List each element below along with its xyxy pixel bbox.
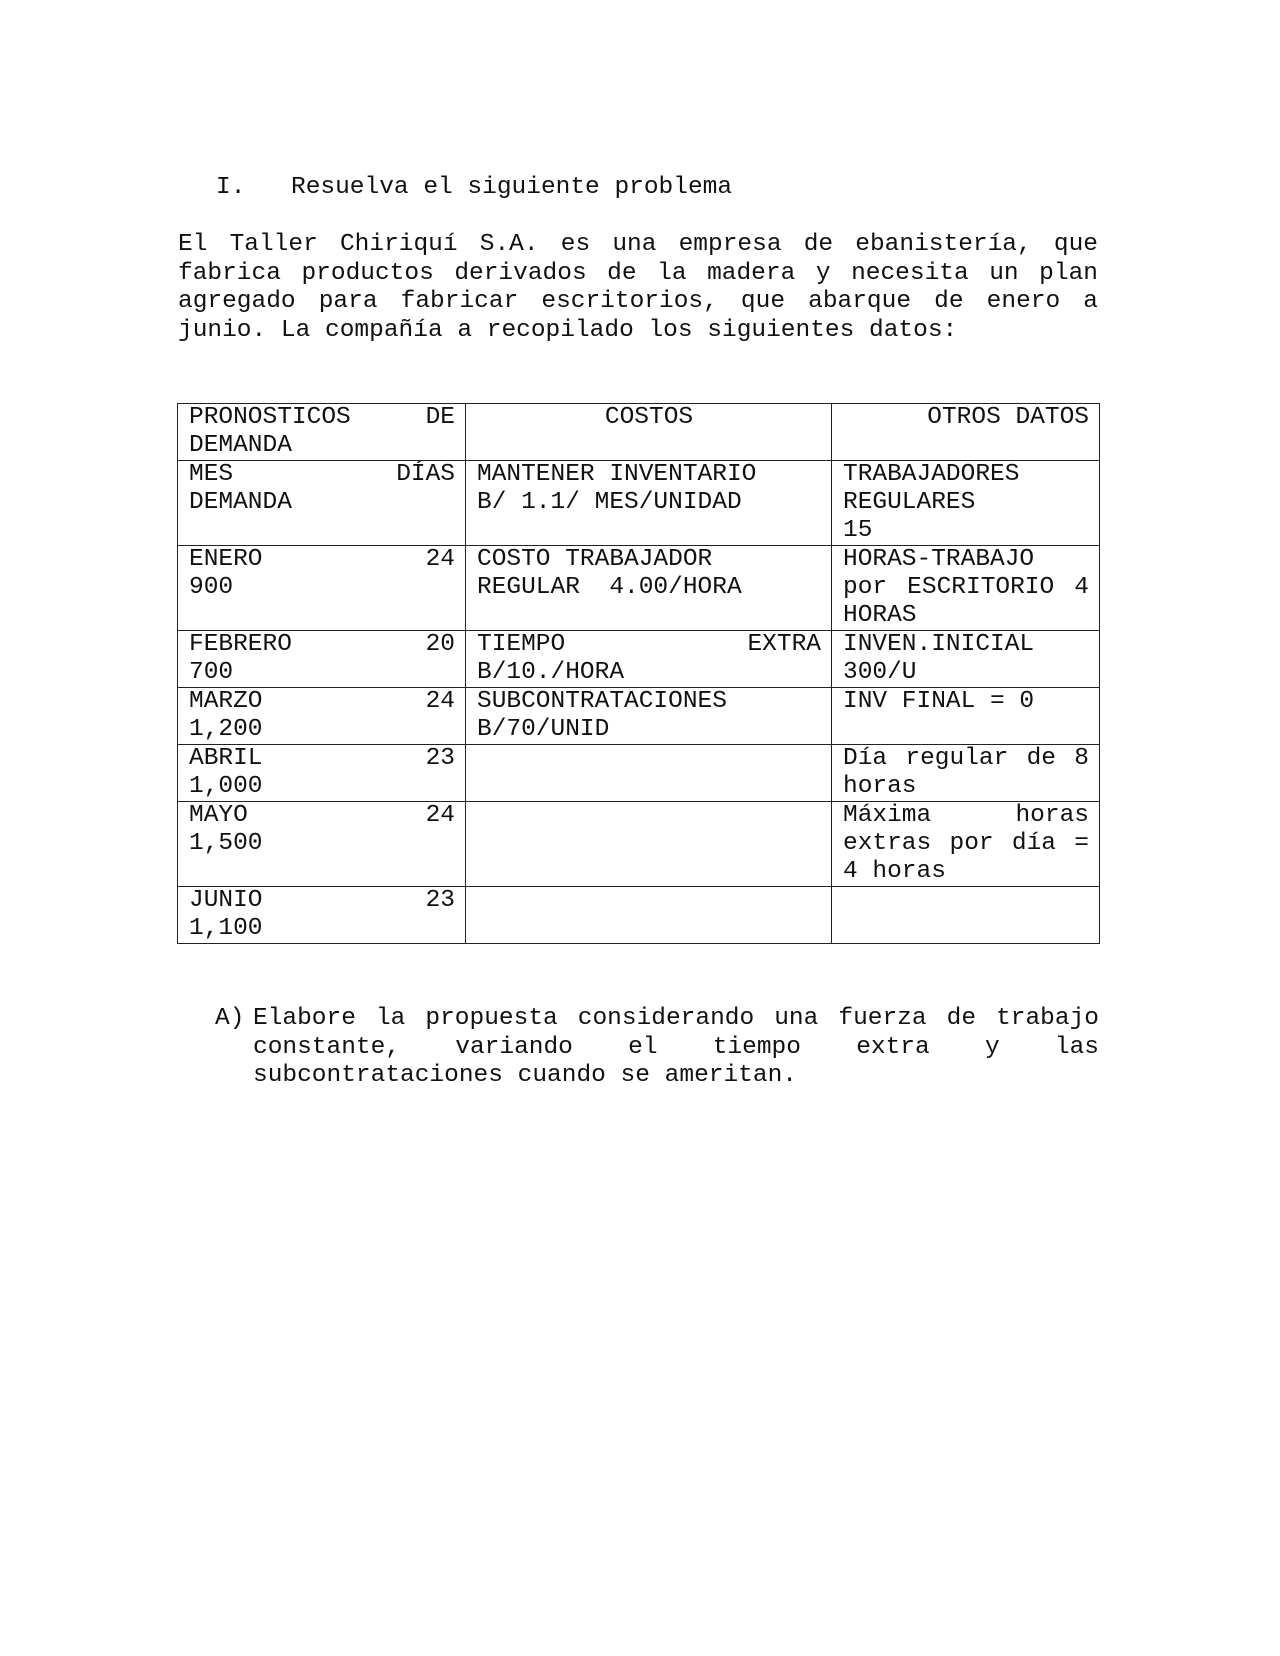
header-costos: COSTOS — [466, 404, 832, 461]
otros-dia-regular: Día regular de 8 horas — [832, 745, 1100, 802]
table-row — [178, 688, 1100, 745]
otros-trabajadores-regulares: TRABAJADORES REGULARES 15 — [832, 461, 1100, 546]
costo-tiempo-extra: TIEMPO EXTRA B/10./HORA — [466, 631, 832, 688]
table-row — [178, 546, 1100, 631]
month-cell: MAYO 24 1,500 — [178, 802, 466, 887]
header-pronosticos: PRONOSTICOS DE DEMANDA — [178, 404, 466, 461]
costo-subcontrataciones: SUBCONTRATACIONES B/70/UNID — [466, 688, 832, 745]
intro-paragraph: El Taller Chiriquí S.A. es una empresa de ebanistería, que fabrica productos derivados de la madera y necesita un plan agregado para fabricar escritorios, que abarque de enero a junio. La compañía a recopilado los siguientes datos: — [178, 231, 1098, 344]
month-cell: FEBRERO 20 700 — [178, 631, 466, 688]
subheader-mes-dias-demanda: MES DÍAS DEMANDA — [178, 461, 466, 546]
header-otros-datos: OTROS DATOS — [832, 404, 1100, 461]
data-table — [177, 403, 1100, 944]
month-cell: ENERO 24 900 — [178, 546, 466, 631]
section-title: Resuelva el siguiente problema — [291, 174, 733, 201]
table-row — [178, 802, 1100, 887]
empty-cell — [832, 887, 1100, 944]
month-cell: JUNIO 23 1,100 — [178, 887, 466, 944]
empty-cell — [466, 802, 832, 887]
empty-cell — [466, 887, 832, 944]
table-row — [178, 887, 1100, 944]
month-cell: MARZO 24 1,200 — [178, 688, 466, 745]
question-text: Elabore la propuesta considerando una fuerza de trabajo constante, variando el tiempo extra y las subcontrataciones cuando se ameritan. — [253, 1005, 1099, 1089]
otros-inventario-inicial: INVEN.INICIAL 300/U — [832, 631, 1100, 688]
otros-inventario-final: INV FINAL = 0 — [832, 688, 1100, 745]
costo-trabajador-regular: COSTO TRABAJADOR REGULAR 4.00/HORA — [466, 546, 832, 631]
question-a — [215, 1005, 1099, 1091]
table-header-row — [178, 404, 1100, 461]
otros-maxima-horas-extras: Máxima horas extras por día = 4 horas — [832, 802, 1100, 887]
month-cell: ABRIL 23 1,000 — [178, 745, 466, 802]
table-row — [178, 631, 1100, 688]
section-heading — [216, 174, 732, 202]
costo-mantener-inventario: MANTENER INVENTARIO B/ 1.1/ MES/UNIDAD — [466, 461, 832, 546]
question-label: A) — [215, 1005, 245, 1032]
otros-horas-trabajo: HORAS-TRABAJO por ESCRITORIO 4 HORAS — [832, 546, 1100, 631]
table-row — [178, 461, 1100, 546]
table-row — [178, 745, 1100, 802]
empty-cell — [466, 745, 832, 802]
section-number: I. — [216, 174, 246, 201]
